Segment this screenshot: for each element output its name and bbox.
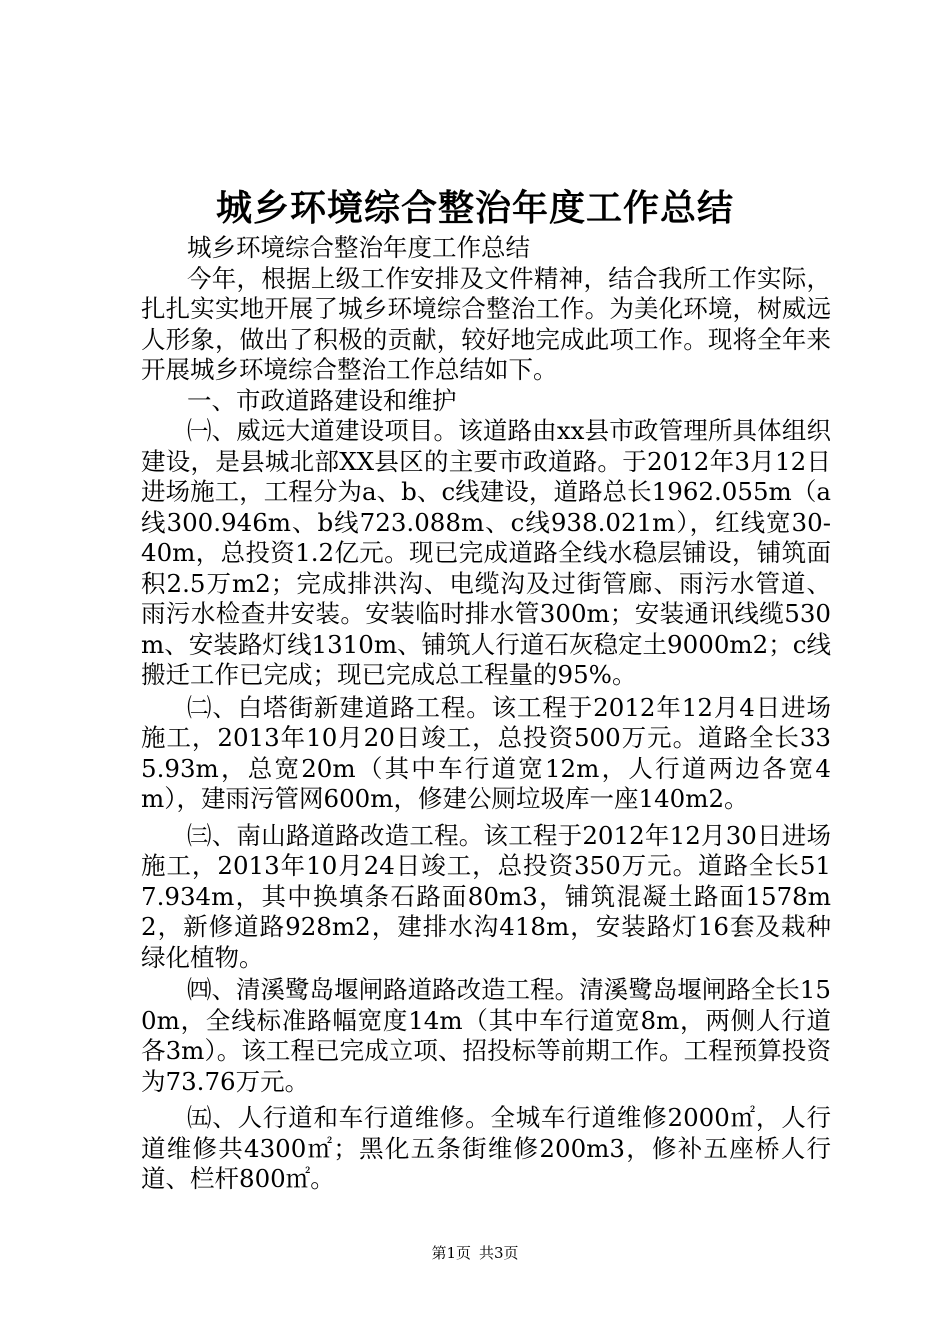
document-body bbox=[141, 233, 831, 1195]
page-number: 第1页 bbox=[431, 1244, 471, 1262]
item-paragraph-1: ㈠、威远大道建设项目。该道路由xx县市政管理所具体组织建设，是县城北部XX县区的主要市政道路。于2012年3月12日进场施工，工程分为a、b、c线建设，道路总长1962.055m（a线300.946m、b线723.088m、c线938.021m），红线宽30-40m，总投资1.2亿元。现已完成道路全线水稳层铺设，铺筑面积2.5万m2；完成排洪沟、电缆沟及过街管廊、雨污水管道、雨污水检查井安装。安装临时排水管300m；安装通讯线缆530m、安装路灯线1310m、铺筑人行道石灰稳定土9000m2；c线搬迁工作已完成；现已完成总工程量的95%。 bbox=[141, 416, 831, 689]
page-footer bbox=[0, 1243, 950, 1263]
item-paragraph-3: ㈢、南山路道路改造工程。该工程于2012年12月30日进场施工，2013年10月24日竣工，总投资350万元。道路全长517.934m，其中换填条石路面80m3，铺筑混凝土路面1578m2，新修道路928m2，建排水沟418m，安装路灯16套及栽种绿化植物。 bbox=[141, 820, 831, 972]
item-paragraph-5: ㈤、人行道和车行道维修。全城车行道维修2000㎡，人行道维修共4300㎡；黑化五条街维修200m3，修补五座桥人行道、栏杆800㎡。 bbox=[141, 1103, 831, 1193]
page-total: 共3页 bbox=[479, 1244, 519, 1262]
intro-paragraph: 今年，根据上级工作安排及文件精神，结合我所工作实际，扎扎实实地开展了城乡环境综合整治工作。为美化环境，树威远人形象，做出了积极的贡献，较好地完成此项工作。现将全年来开展城乡环境综合整治工作总结如下。 bbox=[141, 263, 831, 384]
item-paragraph-2: ㈡、白塔街新建道路工程。该工程于2012年12月4日进场施工，2013年10月20日竣工，总投资500万元。道路全长335.93m，总宽20m（其中车行道宽12m，人行道两边各宽4m），建雨污管网600m，修建公厕垃圾库一座140m2。 bbox=[141, 692, 831, 813]
subtitle-paragraph: 城乡环境综合整治年度工作总结 bbox=[187, 233, 530, 262]
item-paragraph-4: ㈣、清溪鹭岛堰闸路道路改造工程。清溪鹭岛堰闸路全长150m，全线标准路幅宽度14m（其中车行道宽8m，两侧人行道各3m）。该工程已完成立项、招投标等前期工作。工程预算投资为73.76万元。 bbox=[141, 975, 831, 1096]
section-heading: 一、市政道路建设和维护 bbox=[187, 385, 457, 415]
document-title: 城乡环境综合整治年度工作总结 bbox=[215, 187, 734, 229]
